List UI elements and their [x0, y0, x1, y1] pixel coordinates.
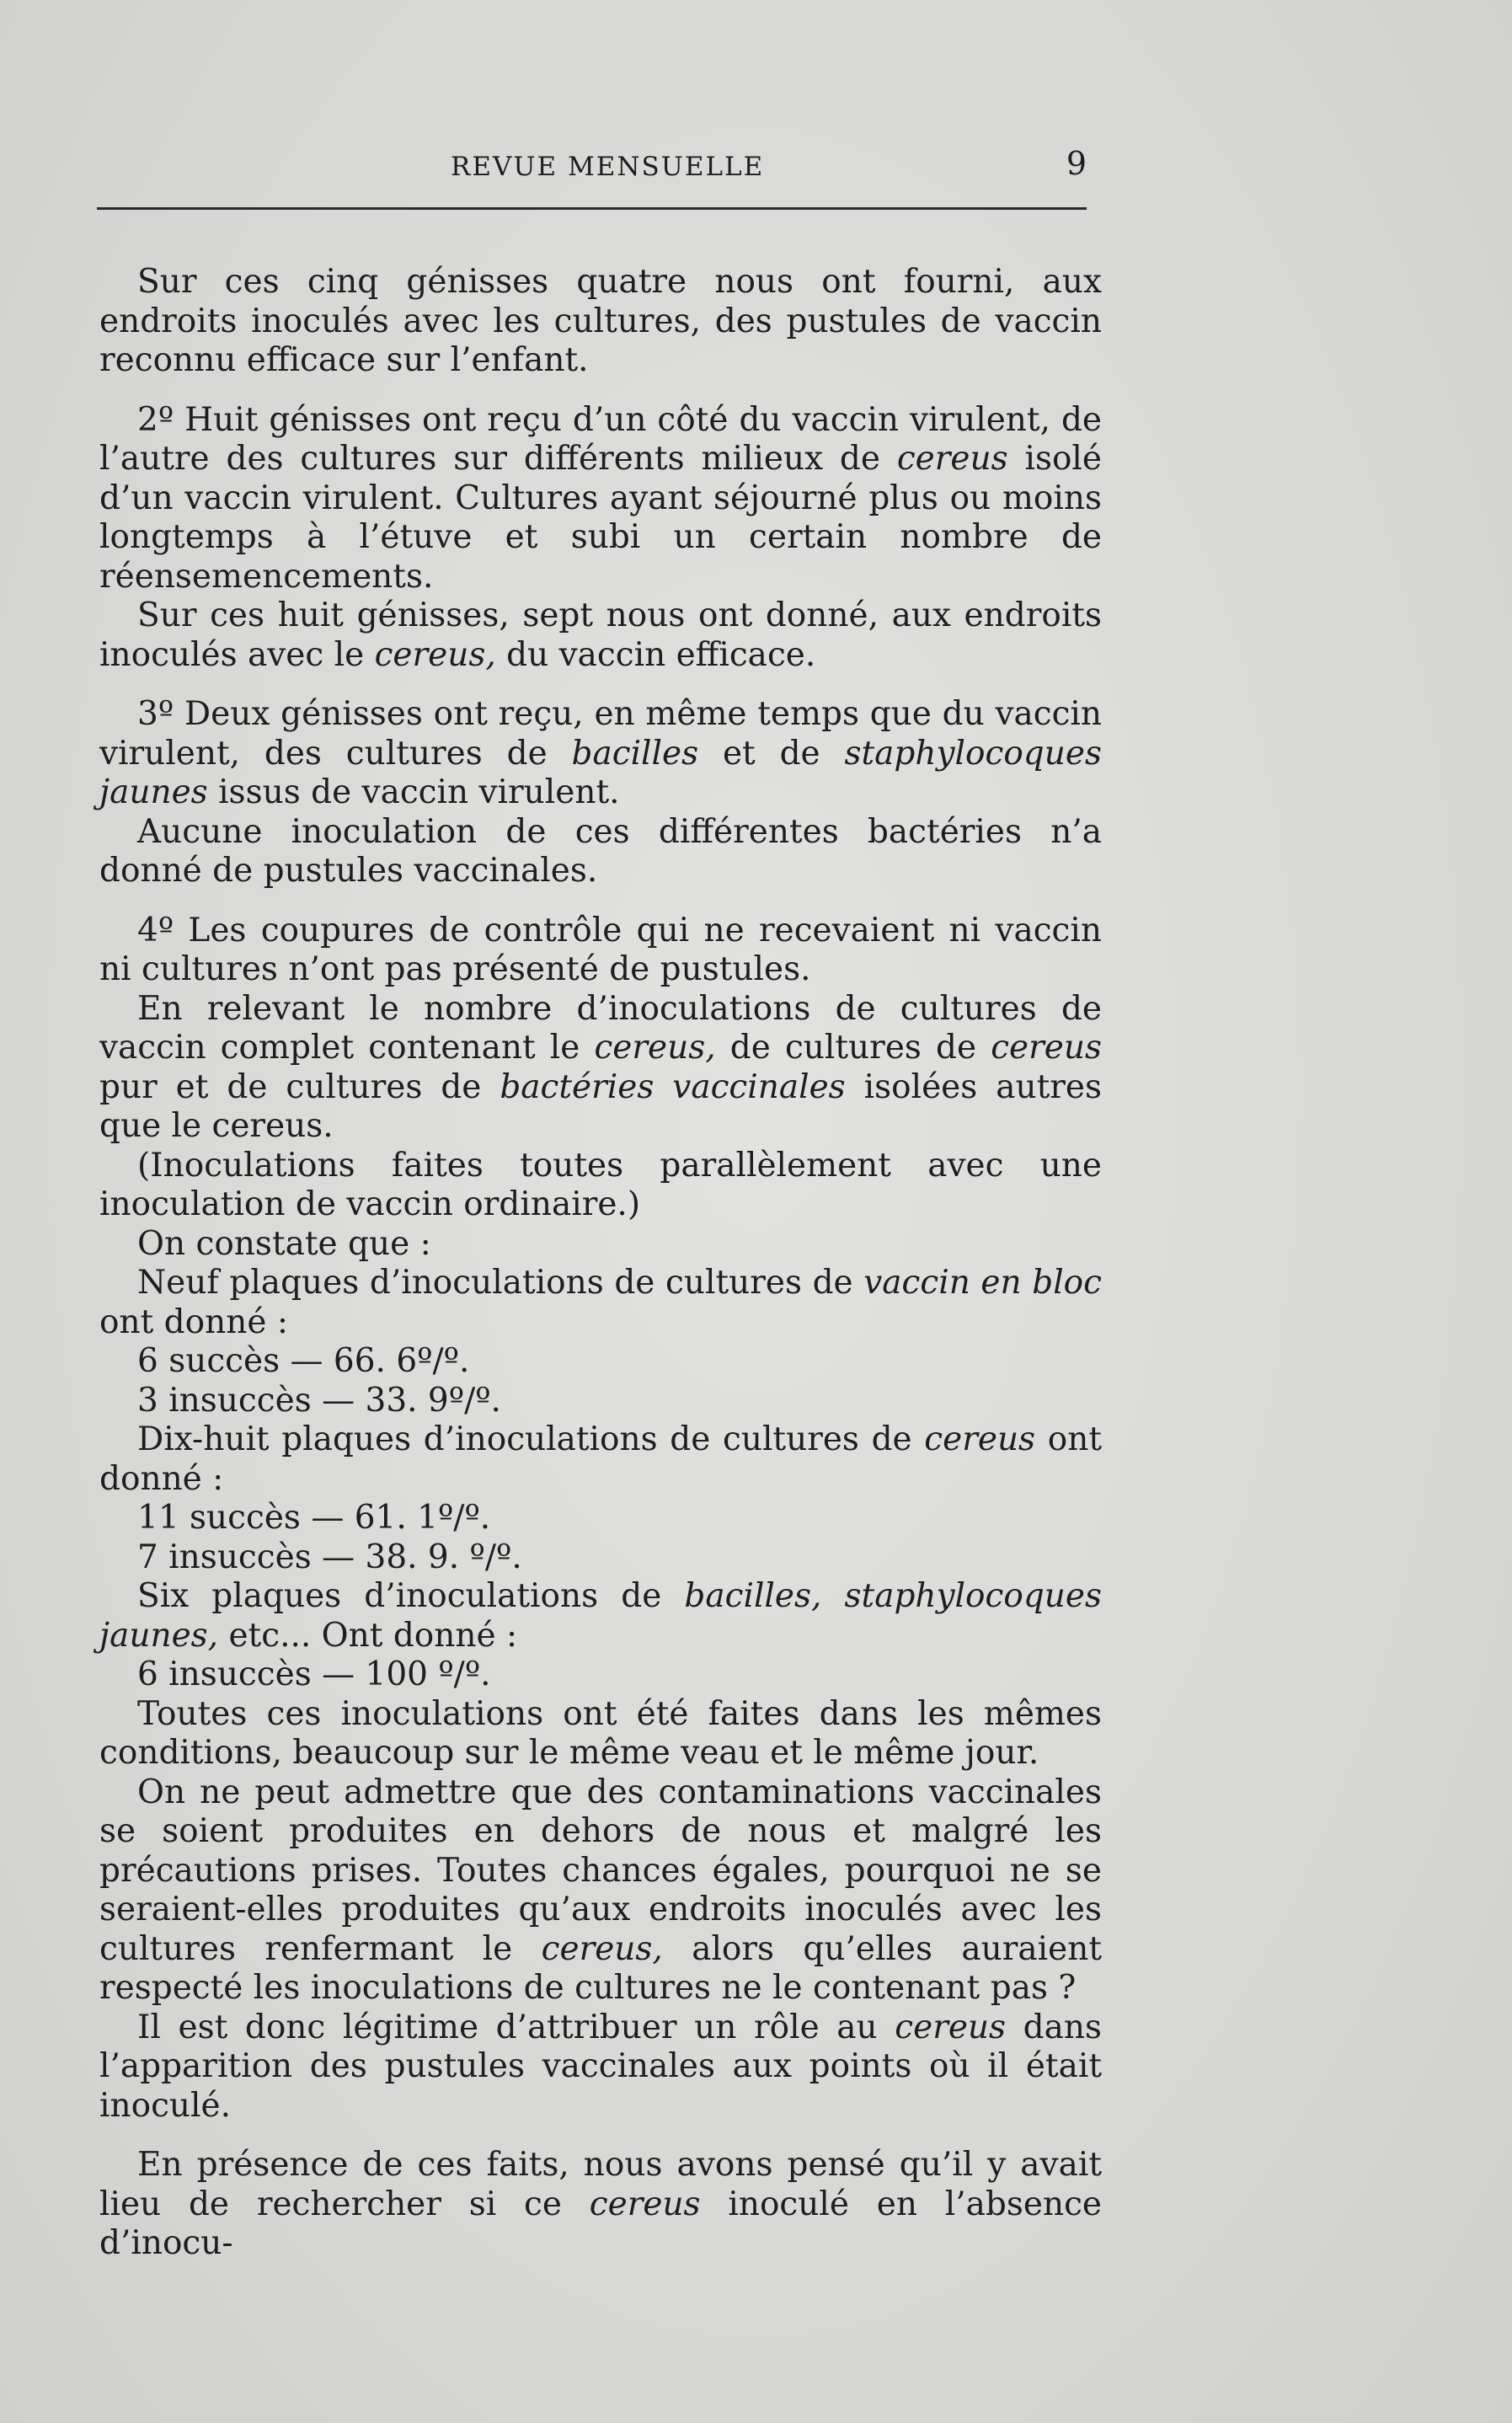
paragraph: En présence de ces faits, nous avons pensé qu’il y avait lieu de rechercher si ce cereus inoculé en l’absence d’inocu-: [99, 2146, 1102, 2262]
paragraph: (Inoculations faites toutes parallèlement avec une inoculation de vaccin ordinaire.): [99, 1146, 1102, 1223]
result-line: 6 insuccès — 100 º/º.: [137, 1655, 491, 1693]
running-head: REVUE MENSUELLE: [451, 152, 765, 182]
paragraph: Sur ces huit génisses, sept nous ont donné, aux endroits inoculés avec le cereus, du vaccin efficace.: [99, 596, 1102, 674]
page-header: [97, 145, 1087, 187]
paragraph: En relevant le nombre d’inoculations de cultures de vaccin complet contenant le cereus, de cultures de cereus pur et de cultures de bactéries vaccinales isolées autres que le cereus.: [99, 989, 1102, 1145]
paragraph: 4º Les coupures de contrôle qui ne recevaient ni vaccin ni cultures n’ont pas présenté de pustules.: [99, 911, 1102, 988]
result-line: 11 succès — 61. 1º/º.: [137, 1499, 491, 1537]
paragraph: Il est donc légitime d’attribuer un rôle au cereus dans l’apparition des pustules vaccinales aux points où il était inoculé.: [99, 2008, 1103, 2125]
paragraph: On constate que :: [137, 1224, 431, 1263]
paragraph: 2º Huit génisses ont reçu d’un côté du vaccin virulent, de l’autre des cultures sur différents milieux de cereus isolé d’un vaccin virulent. Cultures ayant séjourné plus ou moins longtemps à l’étuve et subi un certain nombre de réensemencements.: [99, 400, 1102, 596]
result-line: 6 succès — 66. 6º/º.: [137, 1342, 470, 1380]
paragraph: Sur ces cinq génisses quatre nous ont fourni, aux endroits inoculés avec les cultures, des pustules de vaccin reconnu efficace sur l’enfant.: [99, 263, 1102, 379]
paragraph: Dix-huit plaques d’inoculations de cultures de cereus ont donné :: [99, 1420, 1102, 1498]
paragraph: Aucune inoculation de ces différentes bactéries n’a donné de pustules vaccinales.: [99, 812, 1102, 890]
body-text: [99, 263, 1102, 2264]
paragraph: On ne peut admettre que des contaminations vaccinales se soient produites en dehors de nous et malgré les précautions prises. Toutes chances égales, pourquoi ne se seraient-elles produites qu’aux endroits inoculés avec les cultures renfermant le cereus, alors qu’elles auraient respecté les inoculations de cultures ne le contenant pas ?: [99, 1773, 1102, 2007]
paragraph: Six plaques d’inoculations de bacilles, staphylocoques jaunes, etc... Ont donné :: [99, 1577, 1103, 1655]
paragraph: Toutes ces inoculations ont été faites dans les mêmes conditions, beaucoup sur le même veau et le même jour.: [99, 1694, 1102, 1772]
paragraph: Neuf plaques d’inoculations de cultures de vaccin en bloc ont donné :: [99, 1264, 1102, 1341]
page-number: 9: [1066, 145, 1087, 182]
paragraph: 3º Deux génisses ont reçu, en même temps que du vaccin virulent, des cultures de bacilles et de staphylocoques jaunes issus de vaccin virulent.: [99, 695, 1102, 811]
result-line: 7 insuccès — 38. 9. º/º.: [137, 1538, 522, 1576]
header-rule: [97, 207, 1087, 210]
result-line: 3 insuccès — 33. 9º/º.: [137, 1381, 501, 1420]
